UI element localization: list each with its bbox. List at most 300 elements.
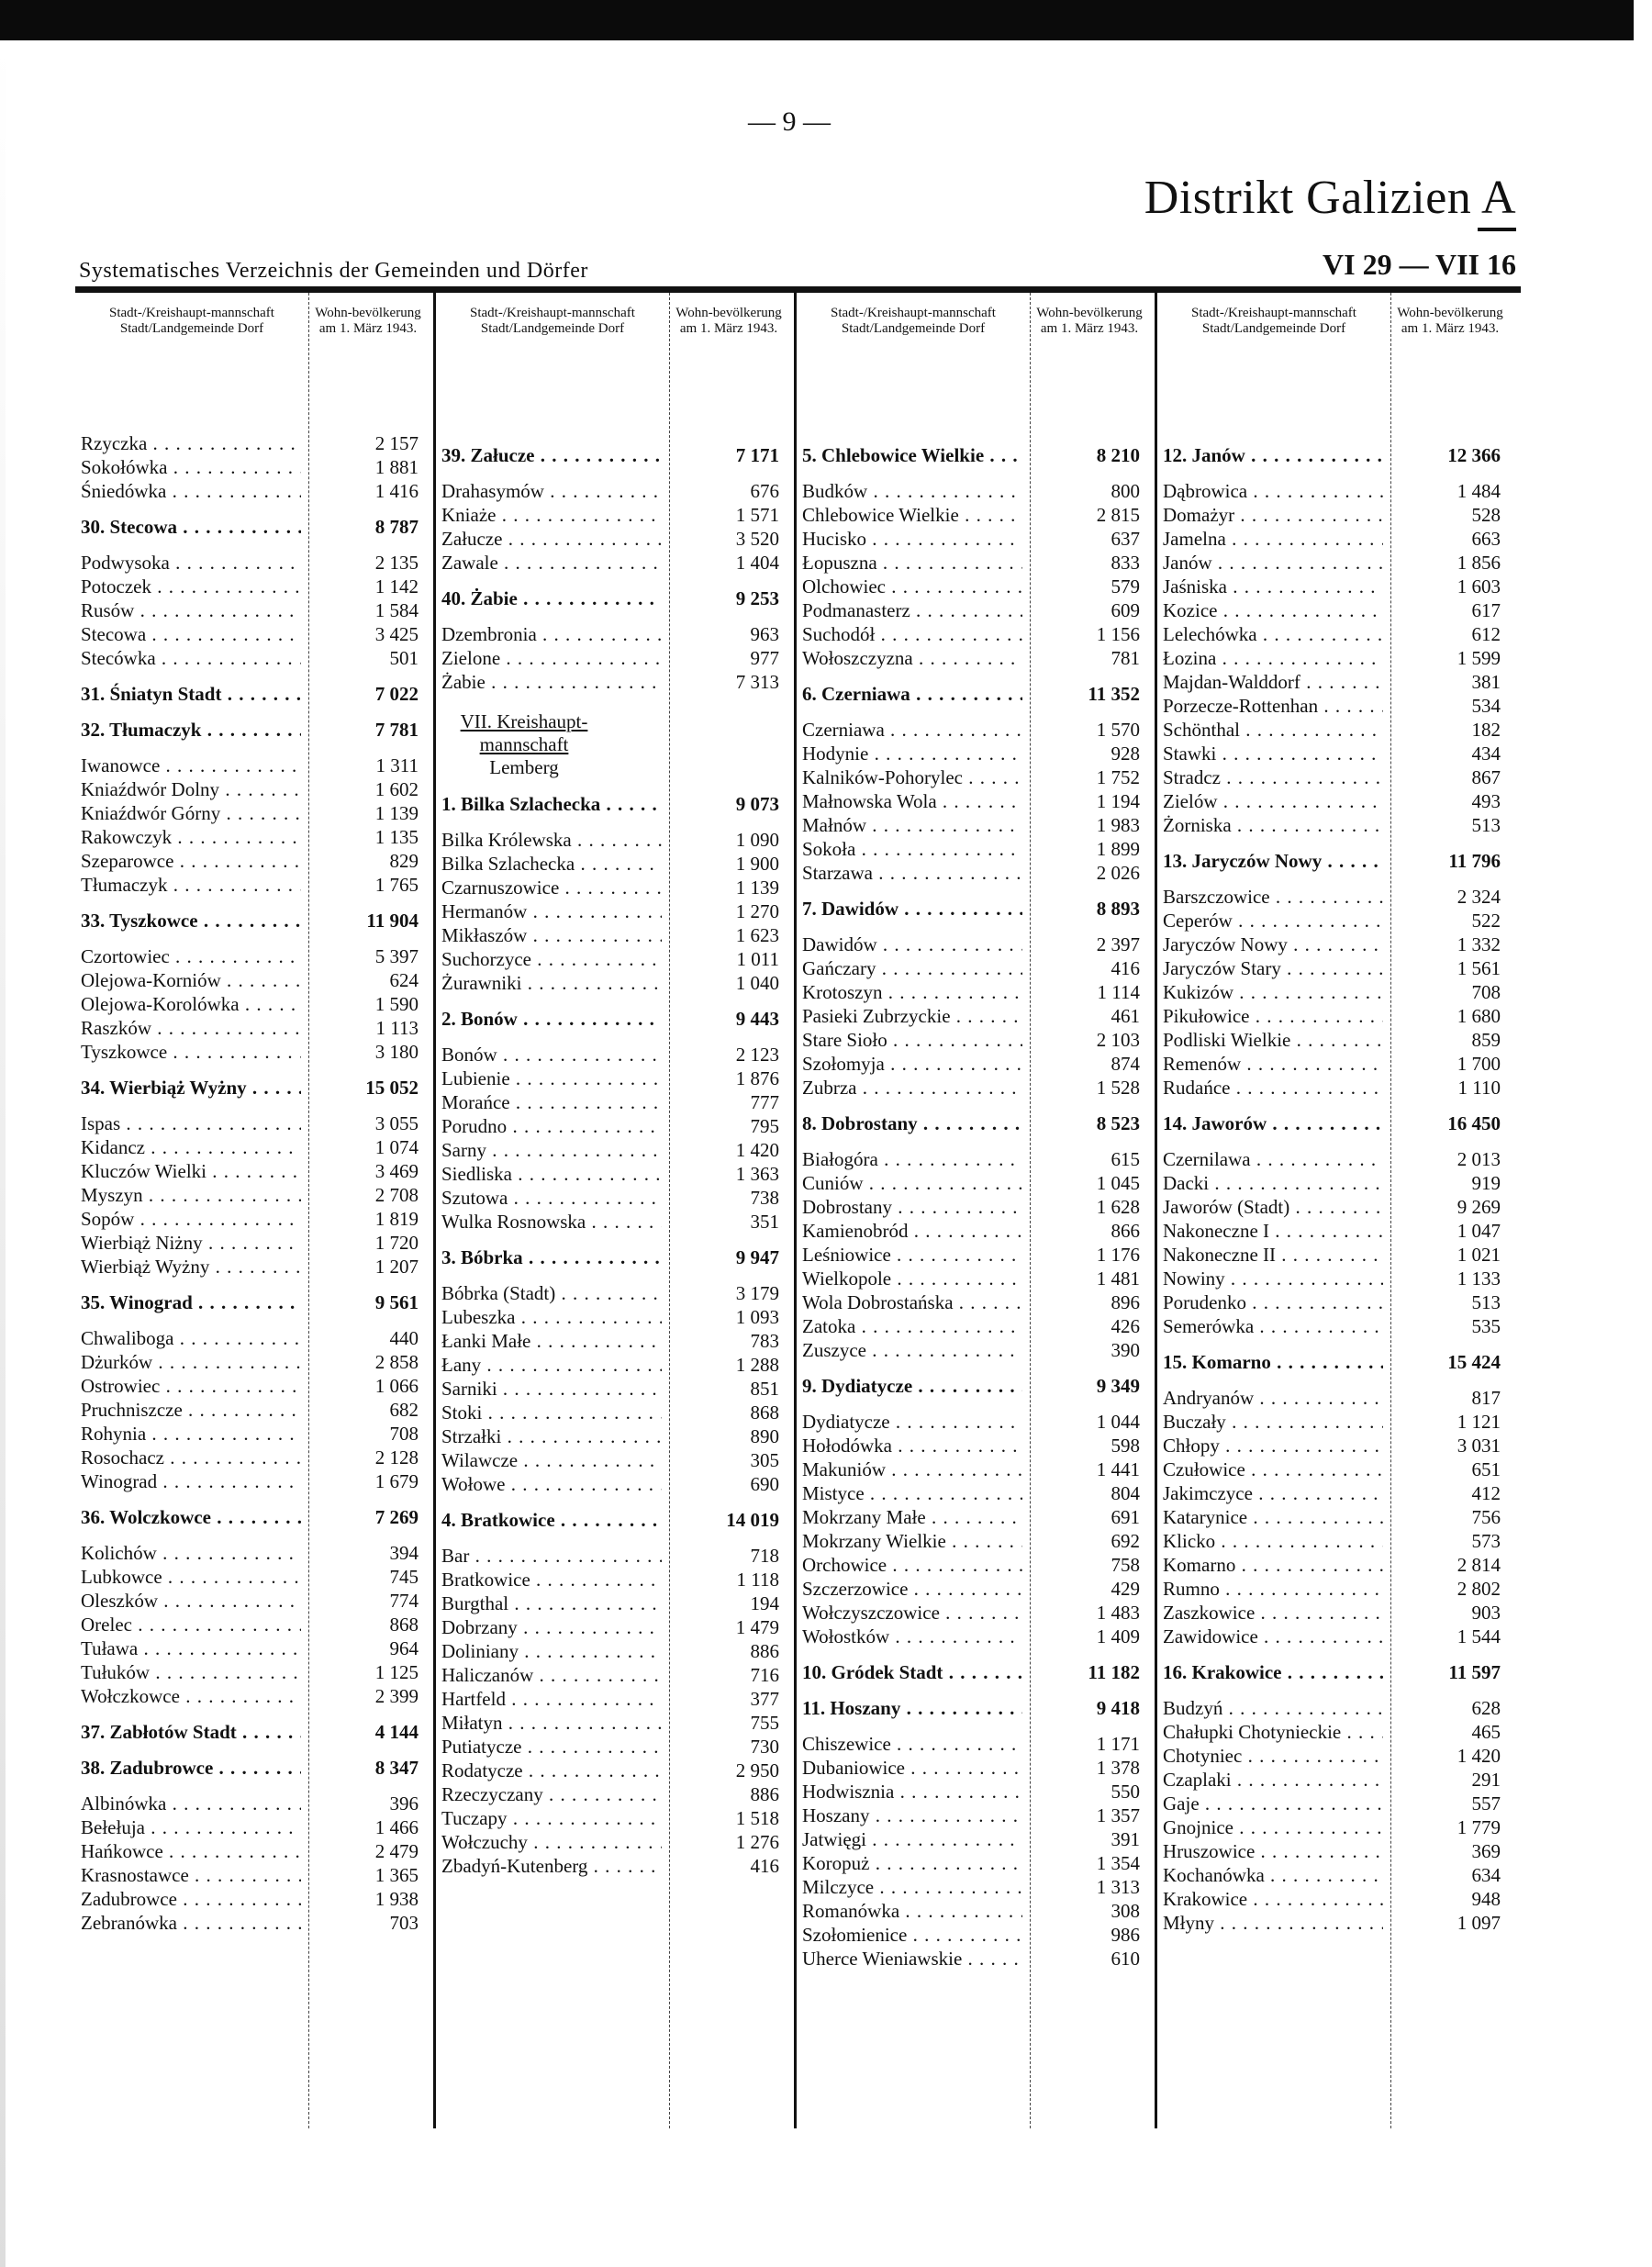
group-name: 16. Krakowice . . . (1163, 1660, 1383, 1684)
table-row (1163, 1052, 1518, 1076)
table-row (441, 1114, 794, 1138)
table-row (81, 1183, 433, 1207)
population: 493 (1471, 790, 1501, 812)
place-name: Rosochacz . . . (81, 1446, 301, 1469)
place-name: Stare Sioło . . . (802, 1028, 1022, 1052)
population: 948 (1471, 1888, 1501, 1910)
population: 1 983 (1096, 814, 1140, 836)
place-name: Dubaniowice . . . (802, 1756, 1022, 1780)
place-name: Haliczanów . . . (441, 1663, 662, 1687)
place-name: Rzyczka . . . (81, 431, 301, 455)
population: 416 (750, 1855, 779, 1877)
group-row (81, 1720, 433, 1744)
table-row (1163, 694, 1518, 718)
population: 919 (1471, 1172, 1501, 1194)
table-row (802, 575, 1155, 598)
population: 1 021 (1457, 1244, 1501, 1266)
place-name: Schönthal . . . (1163, 718, 1383, 742)
place-name: Sokoła . . . (802, 837, 1022, 861)
population: 7 313 (735, 671, 779, 693)
table-row (441, 1281, 794, 1305)
group-row (802, 1696, 1155, 1720)
population: 1 090 (735, 829, 779, 851)
population: 2 950 (735, 1759, 779, 1781)
group-row (1163, 1660, 1518, 1684)
table-row (81, 1422, 433, 1446)
place-name: Putiatycze . . . (441, 1735, 662, 1759)
place-name: Bóbrka (Stadt) . . . (441, 1281, 662, 1305)
page-number: — 9 — (748, 106, 831, 137)
population: 1 194 (1096, 790, 1140, 812)
place-name: Hucisko . . . (802, 527, 1022, 551)
population: 1 171 (1096, 1733, 1140, 1755)
place-name: Zielów . . . (1163, 789, 1383, 813)
heading-line: Lemberg (489, 756, 559, 778)
population: 2 026 (1096, 862, 1140, 884)
table-row (802, 1076, 1155, 1100)
place-name: Zawidowice . . . (1163, 1625, 1383, 1648)
population: 1 623 (735, 924, 779, 946)
population: 1 856 (1457, 552, 1501, 574)
table-row (441, 1639, 794, 1663)
place-name: Hodwisznia . . . (802, 1780, 1022, 1804)
header-name: Stadt-/Kreishaupt-mannschaft Stadt/Landgemeinde Dorf (109, 306, 274, 336)
group-population: 7 022 (374, 683, 419, 705)
table-row (81, 622, 433, 646)
place-name: Uherce Wieniawskie . . . (802, 1947, 1022, 1971)
group-population: 9 418 (1096, 1697, 1140, 1719)
population: 394 (389, 1542, 419, 1564)
population: 833 (1111, 552, 1140, 574)
place-name: Bratkowice . . . (441, 1568, 662, 1591)
table-row (1163, 551, 1518, 575)
population: 2 013 (1457, 1148, 1501, 1170)
table-row (441, 1186, 794, 1210)
place-name: Żabie . . . (441, 670, 662, 694)
population: 1 066 (374, 1375, 419, 1397)
place-name: Wola Dobrostańska . . . (802, 1290, 1022, 1314)
population: 1 416 (374, 480, 419, 502)
group-row (81, 682, 433, 706)
population: 2 397 (1096, 933, 1140, 955)
group-population: 15 424 (1447, 1351, 1501, 1373)
place-name: Młyny . . . (1163, 1911, 1383, 1935)
place-name: Bar . . . (441, 1544, 662, 1568)
place-name: Łozina . . . (1163, 646, 1383, 670)
place-name: Wołczyszczowice . . . (802, 1601, 1022, 1625)
place-name: Zuszyce . . . (802, 1338, 1022, 1362)
table-column (797, 293, 1157, 2128)
scan-top-border (0, 0, 1634, 40)
table-row (1163, 718, 1518, 742)
population: 1 097 (1457, 1912, 1501, 1934)
table-row (1163, 1481, 1518, 1505)
population: 1 720 (374, 1232, 419, 1254)
place-name: Kukizów . . . (1163, 980, 1383, 1004)
column-divider (669, 293, 670, 2128)
population: 194 (750, 1592, 779, 1614)
table-row (802, 1267, 1155, 1290)
table-row (802, 598, 1155, 622)
population: 2 128 (374, 1446, 419, 1469)
population: 617 (1471, 599, 1501, 621)
table-row (81, 479, 433, 503)
table-row (802, 1338, 1155, 1362)
table-row (802, 1947, 1155, 1971)
population: 2 858 (374, 1351, 419, 1373)
group-population: 11 352 (1088, 683, 1140, 705)
table-row (81, 1159, 433, 1183)
table-row (441, 1401, 794, 1424)
place-name: Tuczapy . . . (441, 1806, 662, 1830)
place-name: Dydiatycze . . . (802, 1410, 1022, 1434)
table-row (802, 932, 1155, 956)
place-name: Starzawa . . . (802, 861, 1022, 885)
place-name: Rzeczyczany . . . (441, 1782, 662, 1806)
place-name: Hołodówka . . . (802, 1434, 1022, 1457)
table-row (802, 789, 1155, 813)
table-row (802, 1410, 1155, 1434)
table-row (441, 1448, 794, 1472)
population: 1 276 (735, 1831, 779, 1853)
population: 1 110 (1457, 1077, 1501, 1099)
population: 756 (1471, 1506, 1501, 1528)
table-row (1163, 1219, 1518, 1243)
table-row (802, 1434, 1155, 1457)
table-row (1163, 503, 1518, 527)
table-row (441, 1090, 794, 1114)
place-name: Bełełuja . . . (81, 1815, 301, 1839)
place-name: Podliski Wielkie . . . (1163, 1028, 1383, 1052)
place-name: Kniaźdwór Dolny . . . (81, 777, 301, 801)
group-population: 8 523 (1096, 1112, 1140, 1134)
table-row (81, 1839, 433, 1863)
title-underline (1478, 228, 1516, 231)
table-row (1163, 1147, 1518, 1171)
column-header (1157, 293, 1518, 398)
population: 182 (1471, 719, 1501, 741)
place-name: Zubrza . . . (802, 1076, 1022, 1100)
place-name: Oleszków . . . (81, 1589, 301, 1613)
population: 3 180 (374, 1041, 419, 1063)
population: 628 (1471, 1697, 1501, 1719)
place-name: Stecówka . . . (81, 646, 301, 670)
table-row (441, 1210, 794, 1234)
population: 1 332 (1457, 933, 1501, 955)
table-row (802, 1004, 1155, 1028)
place-name: Bilka Szlachecka . . . (441, 852, 662, 876)
table-row (441, 923, 794, 947)
place-name: Nowiny . . . (1163, 1267, 1383, 1290)
population: 429 (1111, 1578, 1140, 1600)
table-row (1163, 956, 1518, 980)
table-row (802, 1457, 1155, 1481)
table-row (81, 1589, 433, 1613)
place-name: Suchodół . . . (802, 622, 1022, 646)
place-name: Wołowe . . . (441, 1472, 662, 1496)
population: 874 (1111, 1053, 1140, 1075)
table-row (802, 1290, 1155, 1314)
population: 1 378 (1096, 1757, 1140, 1779)
population: 1 365 (374, 1864, 419, 1886)
place-name: Łany . . . (441, 1353, 662, 1377)
group-name: 2. Bonów . . . (441, 1007, 662, 1031)
population: 1 311 (375, 754, 419, 776)
table-row (81, 1636, 433, 1660)
population: 758 (1111, 1554, 1140, 1576)
place-name: Tyszkowce . . . (81, 1040, 301, 1064)
place-name: Siedliska . . . (441, 1162, 662, 1186)
table-row (81, 1446, 433, 1469)
population: 1 125 (374, 1661, 419, 1683)
group-name: 13. Jaryczów Nowy . . . (1163, 849, 1383, 873)
table-row (1163, 1171, 1518, 1195)
table-row (1163, 813, 1518, 837)
column-header (436, 293, 794, 398)
place-name: Chiszewice . . . (802, 1732, 1022, 1756)
table-row (802, 1147, 1155, 1171)
population: 1 207 (374, 1256, 419, 1278)
header-population: Wohn-bevölkerung am 1. März 1943. (315, 306, 421, 336)
population: 609 (1111, 599, 1140, 621)
population: 513 (1471, 814, 1501, 836)
place-name: Kochanówka . . . (1163, 1863, 1383, 1887)
group-name: 30. Stecowa . . . (81, 515, 301, 539)
place-name: Mokrzany Małe . . . (802, 1505, 1022, 1529)
header-population: Wohn-bevölkerung am 1. März 1943. (1036, 306, 1143, 336)
population: 2 708 (374, 1184, 419, 1206)
population: 1 570 (1096, 719, 1140, 741)
place-name: Małnów . . . (802, 813, 1022, 837)
table-row (1163, 1267, 1518, 1290)
population: 868 (389, 1614, 419, 1636)
table-row (81, 1541, 433, 1565)
table-row (802, 861, 1155, 885)
table-row (441, 1424, 794, 1448)
table-row (802, 742, 1155, 765)
group-row (441, 1245, 794, 1269)
place-name: Białogóra . . . (802, 1147, 1022, 1171)
population: 651 (1471, 1458, 1501, 1480)
table-row (81, 455, 433, 479)
group-row (1163, 443, 1518, 467)
table-row (1163, 598, 1518, 622)
population: 1 121 (1457, 1411, 1501, 1433)
population: 1 752 (1096, 766, 1140, 788)
place-name: Łopuszna . . . (802, 551, 1022, 575)
population: 416 (1111, 957, 1140, 979)
group-population: 9 253 (735, 587, 779, 609)
group-name: 15. Komarno . . . (1163, 1350, 1383, 1374)
population: 1 899 (1096, 838, 1140, 860)
population: 817 (1471, 1387, 1501, 1409)
population: 1 420 (1457, 1745, 1501, 1767)
population: 1 603 (1457, 575, 1501, 597)
population: 964 (389, 1637, 419, 1659)
place-name: Dżurków . . . (81, 1350, 301, 1374)
table-row (1163, 1529, 1518, 1553)
table-row (441, 1377, 794, 1401)
place-name: Zebranówka . . . (81, 1911, 301, 1935)
group-name: 33. Tyszkowce . . . (81, 909, 301, 932)
group-population: 7 269 (374, 1506, 419, 1528)
place-name: Strzałki . . . (441, 1424, 662, 1448)
place-name: Miłatyn . . . (441, 1711, 662, 1735)
table-row (1163, 1720, 1518, 1744)
place-name: Wołoszczyzna . . . (802, 646, 1022, 670)
place-name: Klicko . . . (1163, 1529, 1383, 1553)
group-population: 9 561 (374, 1291, 419, 1313)
header-name: Stadt-/Kreishaupt-mannschaft Stadt/Landgemeinde Dorf (1191, 306, 1356, 336)
place-name: Podmanasterz . . . (802, 598, 1022, 622)
population: 351 (750, 1211, 779, 1233)
table-row (81, 1207, 433, 1231)
table-row (802, 1505, 1155, 1529)
place-name: Krakowice . . . (1163, 1887, 1383, 1911)
population: 663 (1471, 528, 1501, 550)
population: 1 133 (1457, 1268, 1501, 1290)
group-name: 38. Zadubrowce . . . (81, 1756, 301, 1780)
group-row (441, 792, 794, 816)
population: 522 (1471, 910, 1501, 932)
group-row (441, 586, 794, 610)
table-row (802, 551, 1155, 575)
group-name: 36. Wolczkowce . . . (81, 1505, 301, 1529)
place-name: Szołomyja . . . (802, 1052, 1022, 1076)
table-row (441, 1687, 794, 1711)
group-population: 8 787 (374, 516, 419, 538)
place-name: Sarniki . . . (441, 1377, 662, 1401)
group-row (441, 1007, 794, 1031)
population: 1 602 (374, 778, 419, 800)
population: 1 045 (1096, 1172, 1140, 1194)
place-name: Makuniów . . . (802, 1457, 1022, 1481)
group-name: 14. Jaworów . . . (1163, 1111, 1383, 1135)
place-name: Chłopy . . . (1163, 1434, 1383, 1457)
population: 690 (750, 1473, 779, 1495)
population: 2 157 (374, 432, 419, 454)
group-name: 11. Hoszany . . . (802, 1696, 1022, 1720)
place-name: Olejowa-Korolówka . . . (81, 992, 301, 1016)
group-name: 10. Gródek Stadt . . . (802, 1660, 1022, 1684)
table-row (802, 503, 1155, 527)
place-name: Porudenko . . . (1163, 1290, 1383, 1314)
population: 868 (750, 1402, 779, 1424)
population: 859 (1471, 1029, 1501, 1051)
group-name: 1. Bilka Szlachecka . . . (441, 792, 662, 816)
table-row (1163, 1076, 1518, 1100)
table-row (81, 1684, 433, 1708)
population: 513 (1471, 1291, 1501, 1313)
population: 1 700 (1457, 1053, 1501, 1075)
place-name: Dawidów . . . (802, 932, 1022, 956)
population: 381 (1471, 671, 1501, 693)
place-name: Wołczuchy . . . (441, 1830, 662, 1854)
population: 9 269 (1457, 1196, 1501, 1218)
group-name: 12. Janów . . . (1163, 443, 1383, 467)
place-name: Kidancz . . . (81, 1135, 301, 1159)
place-name: Dacki . . . (1163, 1171, 1383, 1195)
population: 557 (1471, 1792, 1501, 1815)
place-name: Kluczów Wielki . . . (81, 1159, 301, 1183)
header-population: Wohn-bevölkerung am 1. März 1943. (1397, 306, 1503, 336)
place-name: Katarynice . . . (1163, 1505, 1383, 1529)
group-row (1163, 1111, 1518, 1135)
table-row (802, 527, 1155, 551)
table-row (1163, 1505, 1518, 1529)
group-name: 39. Załucze . . . (441, 443, 662, 467)
population: 1 628 (1096, 1196, 1140, 1218)
place-name: Sopów . . . (81, 1207, 301, 1231)
table-row (1163, 1004, 1518, 1028)
population: 676 (750, 480, 779, 502)
table-row (802, 1195, 1155, 1219)
table-column (436, 293, 797, 2128)
table-row (1163, 1290, 1518, 1314)
population: 928 (1111, 743, 1140, 765)
place-name: Zatoka . . . (802, 1314, 1022, 1338)
table-row (802, 1028, 1155, 1052)
place-name: Rusów . . . (81, 598, 301, 622)
table-row (81, 575, 433, 598)
population: 2 324 (1457, 886, 1501, 908)
population: 1 011 (736, 948, 779, 970)
table-row (441, 1615, 794, 1639)
population: 1 047 (1457, 1220, 1501, 1242)
table-row (441, 852, 794, 876)
place-name: Mokrzany Wielkie . . . (802, 1529, 1022, 1553)
population: 795 (750, 1115, 779, 1137)
population: 783 (750, 1330, 779, 1352)
population: 1 288 (735, 1354, 779, 1376)
population: 738 (750, 1187, 779, 1209)
place-name: Żorniska . . . (1163, 813, 1383, 837)
population: 1 156 (1096, 623, 1140, 645)
population: 708 (1471, 981, 1501, 1003)
table-row (441, 1138, 794, 1162)
place-name: Orchowice . . . (802, 1553, 1022, 1577)
place-name: Buczały . . . (1163, 1410, 1383, 1434)
population: 305 (750, 1449, 779, 1471)
table-row (441, 1329, 794, 1353)
population: 730 (750, 1736, 779, 1758)
table-row (441, 1162, 794, 1186)
place-name: Raszków . . . (81, 1016, 301, 1040)
place-name: Bilka Królewska . . . (441, 828, 662, 852)
population: 2 479 (374, 1840, 419, 1862)
place-name: Wierbiąż Wyżny . . . (81, 1255, 301, 1279)
place-name: Czaplaki . . . (1163, 1768, 1383, 1792)
group-population: 16 450 (1447, 1112, 1501, 1134)
table-row (81, 825, 433, 849)
population: 777 (750, 1091, 779, 1113)
place-name: Kolichów . . . (81, 1541, 301, 1565)
header-name: Stadt-/Kreishaupt-mannschaft Stadt/Landgemeinde Dorf (831, 306, 996, 336)
place-name: Hańkowce . . . (81, 1839, 301, 1863)
table-row (441, 1043, 794, 1066)
group-population: 11 904 (366, 910, 419, 932)
population: 1 139 (374, 802, 419, 824)
place-name: Iwanowce . . . (81, 754, 301, 777)
group-row (81, 1076, 433, 1100)
column-divider (1390, 293, 1391, 2128)
population: 2 815 (1096, 504, 1140, 526)
header-population: Wohn-bevölkerung am 1. März 1943. (675, 306, 782, 336)
group-name: 4. Bratkowice . . . (441, 1508, 662, 1532)
group-name: 40. Żabie . . . (441, 586, 662, 610)
table-row (802, 1851, 1155, 1875)
population: 3 520 (735, 528, 779, 550)
